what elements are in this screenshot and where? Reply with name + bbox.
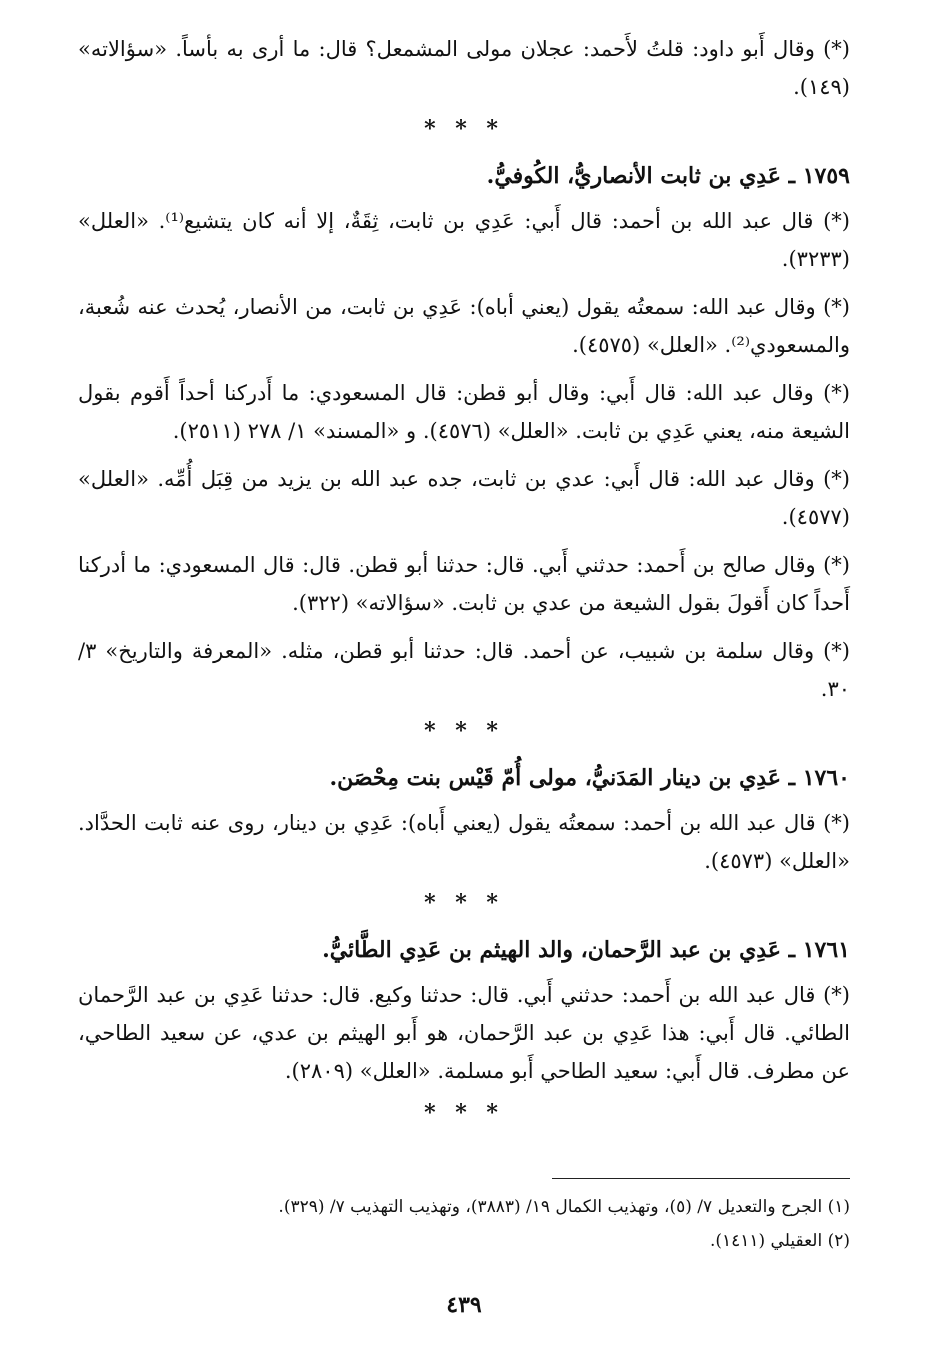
entry-heading: ١٧٦١ ـ عَدِي بن عبد الرَّحمان، والد الهيثم بن عَدِي الطَّائيُّ. bbox=[322, 937, 850, 963]
entry-heading: ١٧٦٠ ـ عَدِي بن دينار المَدَنيُّ، مولى أُمّ قَيْس بنت مِحْصَن. bbox=[329, 765, 850, 791]
paragraph: (*) وقال صالح بن أَحمد: حدثني أَبي. قال: حدثنا أبو قطن. قال: قال المسعودي: ما أدركنا أَحداً كان أَقولَ بقول الشيعة من عدي بن ثابت. «سؤالاته» (٣٢٢). bbox=[78, 553, 850, 615]
section-separator: * * * bbox=[424, 718, 504, 744]
paragraph: (*) وقال عبد الله: سمعتُه يقول (يعني أباه): عَدِي بن ثابت، من الأنصار، يُحدث عنه شُعبة، والمسعودي⁽²⁾. «العلل» (٤٥٧٥). bbox=[78, 295, 850, 357]
footnote-rule bbox=[552, 1178, 850, 1179]
section-separator: * * * bbox=[424, 1100, 504, 1126]
paragraph: (*) وقال عبد الله: قال أَبي: وقال أبو قطن: قال المسعودي: ما أَدركنا أحداً أَقوم بقول الشيعة منه، يعني عَدِي بن ثابت. «العلل» (٤٥٧٦). و «المسند» ١/ ٢٧٨ (٢٥١١). bbox=[78, 381, 850, 443]
section-separator: * * * bbox=[424, 890, 504, 916]
paragraph: (*) قال عبد الله بن أَحمد: حدثني أَبي. قال: حدثنا وكيع. قال: حدثنا عَدِي بن عبد الرَّحمان الطائي. قال أَبي: هذا عَدِي بن عبد الرَّحمان، هو أَبو الهيثم بن عدي، عن سعيد الطاحي، عن مطرف. قال أَبي: سعيد الطاحي أَبو مسلمة. «العلل» (٢٨٠٩). bbox=[78, 983, 850, 1083]
footnote: (١) الجرح والتعديل ٧/ (٥)، وتهذيب الكمال ١٩/ (٣٨٨٣)، وتهذيب التهذيب ٧/ (٣٢٩). bbox=[278, 1197, 850, 1217]
page-content bbox=[78, 30, 850, 1126]
paragraph: (*) وقال أَبو داود: قلتُ لأَحمد: عجلان مولى المشمعل؟ قال: ما أرى به بأساً. «سؤالاته» (١٤٩). bbox=[78, 37, 850, 99]
document-page bbox=[78, 30, 850, 1330]
entry-heading: ١٧٥٩ ـ عَدِي بن ثابت الأنصاريُّ، الكُوفيُّ. bbox=[486, 163, 850, 189]
paragraph: (*) قال عبد الله بن أحمد: سمعتُه يقول (يعني أَباه): عَدِي بن دينار، روى عنه ثابت الحدَّاد. «العلل» (٤٥٧٣). bbox=[78, 811, 850, 873]
section-separator: * * * bbox=[424, 116, 504, 142]
paragraph: (*) قال عبد الله بن أحمد: قال أَبي: عَدِي بن ثابت، ثِقَةٌ، إلا أنه كان يتشيع⁽¹⁾. «العلل» (٣٢٣٣). bbox=[78, 209, 850, 271]
paragraph: (*) وقال عبد الله: قال أَبي: عدي بن ثابت، جده عبد الله بن يزيد من قِبَل أُمِّه. «العلل» (٤٥٧٧). bbox=[78, 467, 850, 529]
paragraph: (*) وقال سلمة بن شبيب، عن أحمد. قال: حدثنا أبو قطن، مثله. «المعرفة والتاريخ» ٣/ ٣٠. bbox=[78, 639, 850, 701]
page-number: ٤٣٩ bbox=[446, 1292, 482, 1318]
footnotes bbox=[78, 1190, 850, 1258]
footnote: (٢) العقيلي (١٤١١). bbox=[709, 1231, 850, 1251]
